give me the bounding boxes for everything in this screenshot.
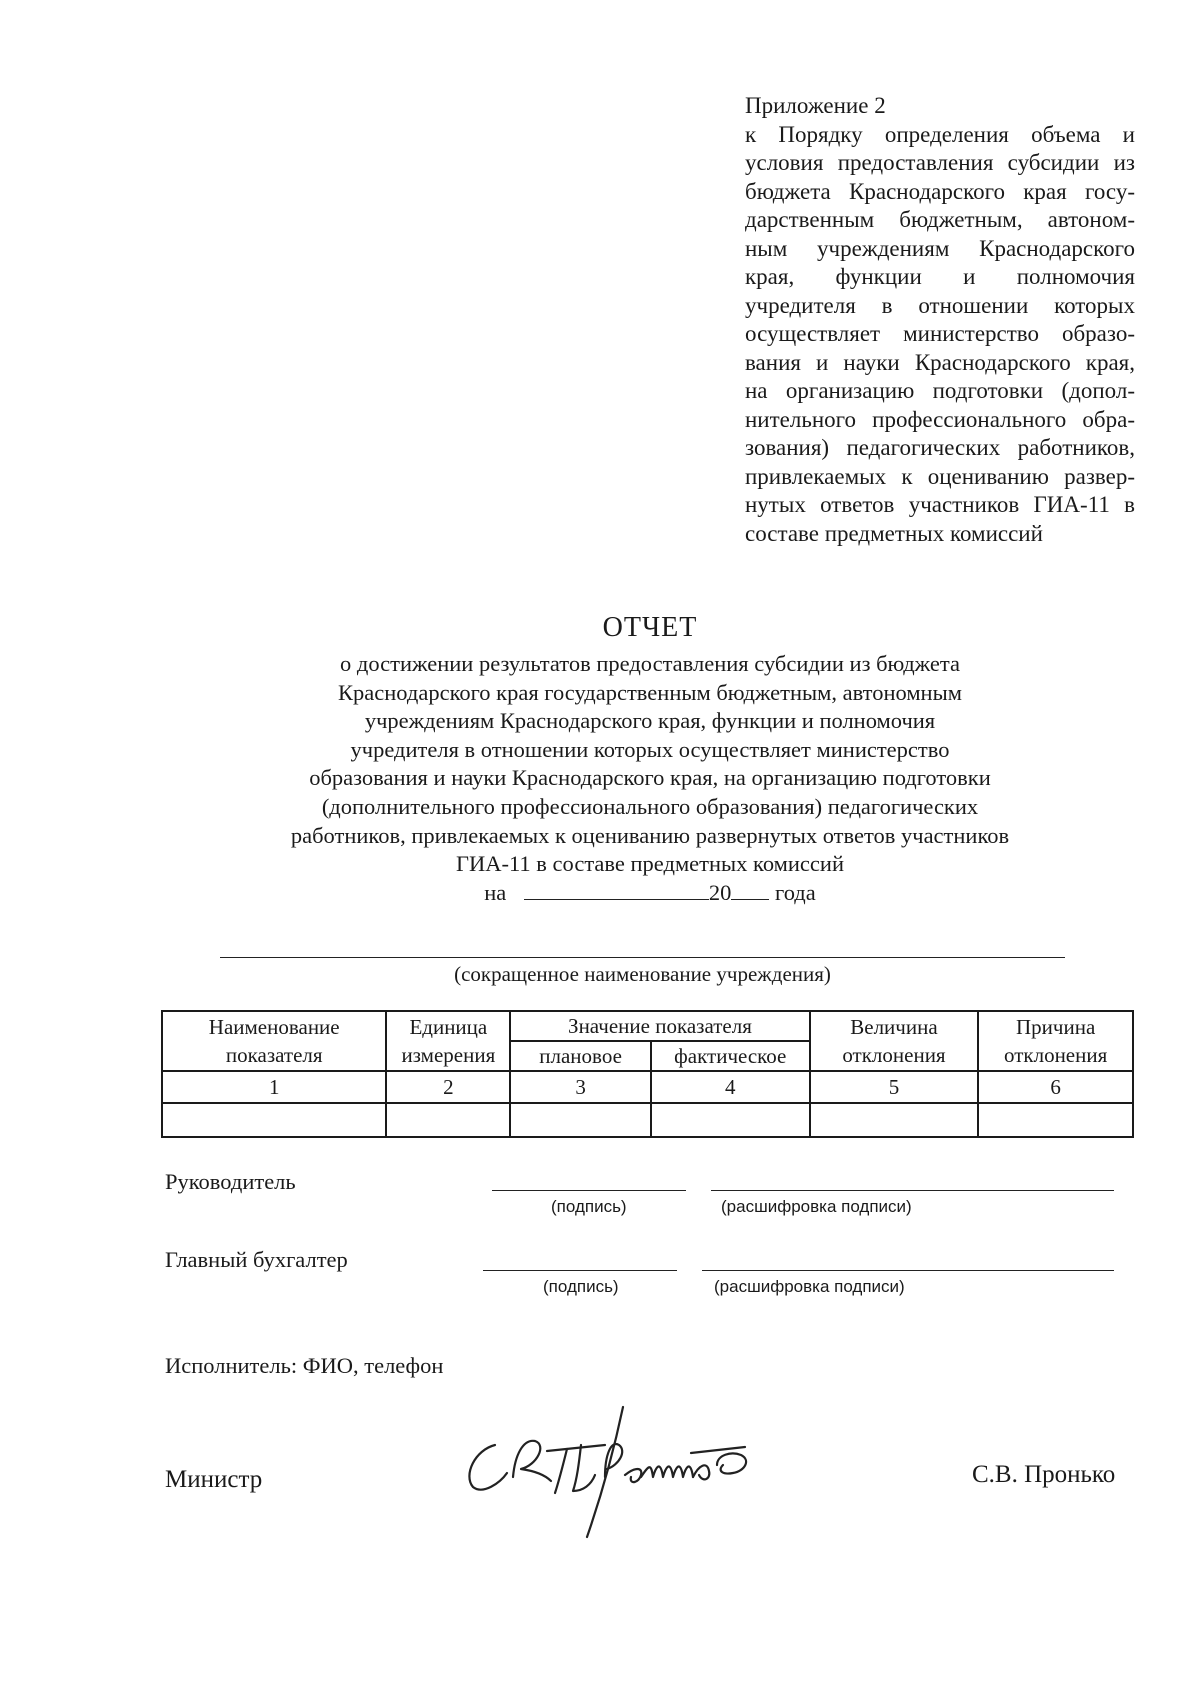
table-cell: [162, 1103, 386, 1137]
accountant-decoding-line: [702, 1270, 1114, 1271]
minister-name: С.В. Пронько: [972, 1461, 1116, 1488]
header-planned: плановое: [510, 1041, 651, 1071]
appendix-line: края, функции и полномочия: [745, 264, 1135, 289]
table-cell: 5: [810, 1071, 979, 1103]
table-cell: 2: [386, 1071, 510, 1103]
table-cell: 4: [651, 1071, 810, 1103]
subtitle-line: Краснодарского края государственным бюджетным, автономным: [338, 679, 962, 705]
accountant-label: Главный бухгалтер: [165, 1247, 348, 1272]
head-signature-caption: (подпись): [551, 1197, 627, 1216]
appendix-line: осуществляет министерство образо-: [745, 321, 1135, 346]
appendix-line: вания и науки Краснодарского края,: [745, 349, 1135, 375]
appendix-block: [745, 92, 1135, 548]
appendix-title: Приложение 2: [745, 93, 886, 118]
appendix-line: бюджета Краснодарского края госу-: [745, 178, 1135, 204]
table-row: [162, 1103, 1133, 1137]
handwritten-signature: [455, 1405, 815, 1540]
table-cell: [978, 1103, 1133, 1137]
appendix-line: нительного профессионального обра-: [745, 406, 1135, 432]
accountant-signature-caption: (подпись): [543, 1277, 619, 1296]
table-cell: 1: [162, 1071, 386, 1103]
table-cell: 3: [510, 1071, 651, 1103]
appendix-line: привлекаемых к оцениванию развер-: [745, 463, 1135, 489]
appendix-line: дарственным бюджетным, автоном-: [745, 207, 1135, 232]
institution-caption: (сокращенное наименование учреждения): [454, 962, 831, 986]
table-cell: [386, 1103, 510, 1137]
report-title: ОТЧЕТ: [602, 612, 698, 643]
subtitle-line: (дополнительного профессионального образования) педагогических: [321, 793, 979, 819]
header-actual: фактическое: [651, 1041, 810, 1071]
subtitle-line: образования и науки Краснодарского края, на организацию подготовки: [309, 765, 991, 791]
report-subtitle: [160, 650, 1140, 879]
header-value-group: Значение показателя: [510, 1011, 809, 1041]
head-decoding-caption: (расшифровка подписи): [721, 1197, 912, 1216]
date-year-blank: [731, 879, 769, 900]
header-unit: Единица измерения: [386, 1011, 510, 1071]
date-day-month-blank: [524, 879, 709, 900]
subtitle-line: работников, привлекаемых к оцениванию развернутых ответов участников: [290, 822, 1010, 848]
appendix-line: составе предметных комиссий: [745, 520, 1043, 546]
table-number-row: [162, 1071, 1133, 1103]
report-date-line: [160, 879, 1140, 907]
subtitle-line: о достижении результатов предоставления субсидии из бюджета: [340, 651, 960, 676]
appendix-line: к Порядку определения объема и: [745, 121, 1135, 147]
table-cell: [651, 1103, 810, 1137]
appendix-line: на организацию подготовки (допол-: [745, 378, 1135, 403]
accountant-signature-line: [483, 1270, 677, 1271]
appendix-line: зования) педагогических работников,: [745, 435, 1135, 460]
head-label: Руководитель: [165, 1169, 296, 1194]
table-cell: 6: [978, 1071, 1133, 1103]
header-reason: Причина отклонения: [978, 1011, 1133, 1071]
accountant-decoding-caption: (расшифровка подписи): [714, 1277, 905, 1296]
performer-line: Исполнитель: ФИО, телефон: [165, 1353, 444, 1378]
table-header-row: [162, 1011, 1133, 1041]
institution-name-line: [220, 957, 1065, 958]
appendix-line: условия предоставления субсидии из: [745, 150, 1135, 175]
report-heading: [160, 612, 1140, 907]
appendix-line: нутых ответов участников ГИА-11 в: [745, 492, 1135, 517]
head-signature-line: [492, 1190, 686, 1191]
indicators-table: [161, 1010, 1134, 1138]
date-century: 20: [708, 879, 732, 905]
table-cell: [810, 1103, 979, 1137]
appendix-line: учредителя в отношении которых: [745, 292, 1135, 318]
minister-label: Министр: [165, 1466, 263, 1493]
date-suffix: года: [775, 879, 816, 905]
subtitle-line: ГИА-11 в составе предметных комиссий: [456, 851, 844, 877]
appendix-body: [745, 121, 1135, 549]
appendix-line: ным учреждениям Краснодарского: [745, 235, 1135, 261]
header-indicator-name: Наименование показателя: [162, 1011, 386, 1071]
header-deviation: Величина отклонения: [810, 1011, 979, 1071]
date-prefix: на: [484, 879, 507, 905]
subtitle-line: учреждениям Краснодарского края, функции и полномочия: [364, 708, 936, 734]
subtitle-line: учредителя в отношении которых осуществляет министерство: [350, 736, 950, 762]
head-decoding-line: [711, 1190, 1114, 1191]
table-cell: [510, 1103, 651, 1137]
